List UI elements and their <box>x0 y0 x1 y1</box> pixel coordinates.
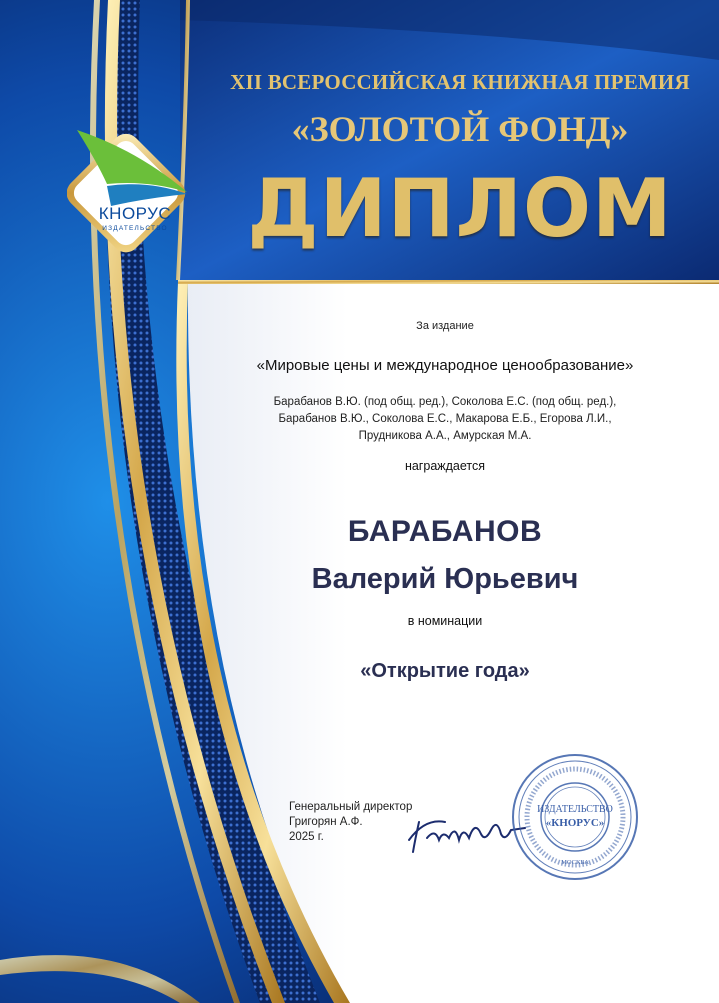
recipient-surname: БАРАБАНОВ <box>347 515 543 548</box>
authors-line: Барабанов В.Ю. (под общ. ред.), Соколова Е.С. (под общ. ред.), <box>273 396 617 408</box>
prize-name: «ЗОЛОТОЙ ФОНД» <box>291 109 629 149</box>
logo-subtitle: ИЗДАТЕЛЬСТВО <box>102 225 168 232</box>
seal-center-bottom: «КНОРУС» <box>545 817 605 829</box>
signer-position: Генеральный директор <box>289 801 413 813</box>
recipient-given-names: Валерий Юрьевич <box>311 563 579 595</box>
seal-city: МОСКВА <box>561 859 589 866</box>
signer-year: 2025 г. <box>289 831 324 843</box>
signer-block <box>289 800 412 845</box>
logo-name: КНОРУС <box>98 204 172 223</box>
award-series-title: XII ВСЕРОССИЙСКАЯ КНИЖНАЯ ПРЕМИЯ <box>230 70 690 94</box>
sail-logo-icon <box>67 122 197 272</box>
seal-center-top: ИЗДАТЕЛЬСТВО <box>537 804 613 815</box>
authors-line: Барабанов В.Ю., Соколова Е.С., Макарова Е.Б., Егорова Л.И., <box>278 413 612 425</box>
signer-name: Григорян А.Ф. <box>289 816 363 828</box>
diploma-heading: ДИПЛОМ <box>247 162 673 255</box>
for-edition-label: За издание <box>416 320 474 332</box>
publisher-logo <box>67 122 197 272</box>
nomination-title: «Открытие года» <box>360 660 530 682</box>
authors-block <box>200 394 690 445</box>
book-title: «Мировые цены и международное ценообразование» <box>256 357 634 374</box>
authors-line: Прудникова А.А., Амурская М.А. <box>358 430 532 442</box>
official-seal <box>510 752 640 882</box>
nomination-intro: в номинации <box>407 614 483 628</box>
awarded-label: награждается <box>404 459 486 473</box>
